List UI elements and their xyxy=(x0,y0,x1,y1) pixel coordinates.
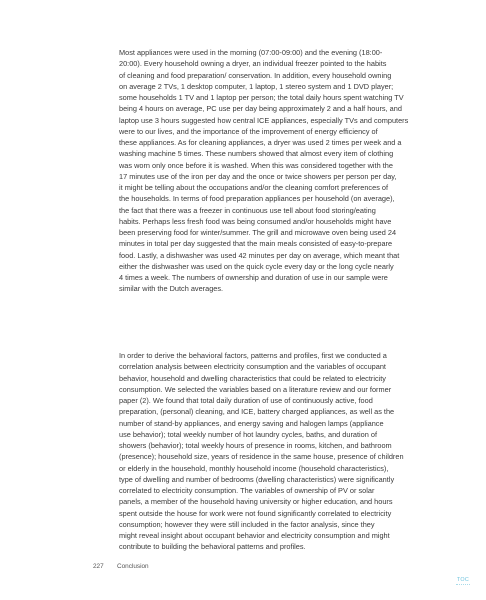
text-line: paper (2). We found that total daily duration of use of continuously active, food xyxy=(119,396,373,405)
text-line: (presence); household size, years of residence in the same house, presence of children xyxy=(119,452,404,462)
text-line: were to our lives, and the importance of the improvement of energy efficiency of xyxy=(119,126,378,136)
text-line: behavior, household and dwelling characteristics that could be related to electricity xyxy=(119,373,386,383)
text-line: showers (behavior); total weekly hours of presence in rooms, kitchen, and bathroom xyxy=(119,441,392,450)
text-line: correlated to electricity consumption. The variables of ownership of PV or solar xyxy=(119,486,375,495)
text-line: correlation analysis between electricity consumption and the variables of occupant xyxy=(119,362,386,372)
text-line: these appliances. As for cleaning appliances, a dryer was used 2 times per week and a xyxy=(119,138,402,147)
text-line: some households 1 TV and 1 laptop per person; the total daily hours spent watching TV xyxy=(119,93,404,102)
page-number: 227 xyxy=(93,563,104,570)
text-line: consumption. We selected the variables based on a literature review and our former xyxy=(119,384,392,394)
text-line: spent outside the house for work were not found significantly correlated to electricity xyxy=(119,508,392,518)
text-line: being 4 hours on average, PC use per day being approximately 2 and a half hours, and xyxy=(119,104,402,114)
text-line: it might be telling about the occupations and/or the cleaning comfort preferences of xyxy=(119,183,389,192)
text-line: similar with the Dutch averages. xyxy=(119,284,224,294)
toc-label: TOC xyxy=(456,577,470,583)
text-line: number of stand-by appliances, and energy saving and halogen lamps (appliance xyxy=(119,418,384,428)
text-line: washing machine 5 times. These numbers showed that almost every item of clothing xyxy=(119,149,394,159)
text-line: Most appliances were used in the morning (07:00-09:00) and the evening (18:00- xyxy=(119,48,383,57)
text-line: was worn only once before it is washed. When this was considered together with the xyxy=(119,160,393,170)
text-line: panels, a member of the household having university or higher education, and hours xyxy=(119,497,393,507)
text-line: minutes in total per day suggested that the main meals consisted of easy-to-prepare xyxy=(119,239,393,249)
text-line: habits. Perhaps less fresh food was being consumed and/or households might have xyxy=(119,216,392,226)
text-line: preparation, (personal) cleaning, and ICE, battery charged appliances, as well as the xyxy=(119,407,395,417)
text-line: the fact that there was a freezer in continuous use tell about food storing/eating xyxy=(119,205,376,215)
text-line: 17 minutes use of the iron per day and the once or twice showers per person per day, xyxy=(119,171,397,181)
toc-button[interactable] xyxy=(452,576,474,590)
text-line: food. Lastly, a dishwasher was used 42 minutes per day on average, which meant that xyxy=(119,250,400,260)
text-line: been preserving food for winter/summer. The grill and microwave oven being used 24 xyxy=(119,228,397,237)
text-line: the households. In terms of food preparation appliances per household (on average), xyxy=(119,194,395,204)
paragraph-appliance-usage xyxy=(119,47,428,295)
text-line: In order to derive the behavioral factors, patterns and profiles, first we conducted a xyxy=(119,351,387,360)
toc-underline-icon xyxy=(456,584,470,587)
text-line: contribute to building the behavioral patterns and profiles. xyxy=(119,542,306,552)
text-line: laptop use 3 hours suggested how central ICE appliances, especially TVs and computers xyxy=(119,115,409,125)
text-line: 4 times a week. The numbers of ownership and duration of use in our sample were xyxy=(119,273,388,282)
text-line: 20:00). Every household owning a dryer, an individual freezer pointed to the habits xyxy=(119,59,387,69)
text-line: consumption; however they were still included in the factor analysis, since they xyxy=(119,519,375,529)
text-line: or elderly in the household, monthly household income (household characteristics), xyxy=(119,463,389,473)
text-line: of cleaning and food preparation/ conservation. In addition, every household owning xyxy=(119,70,392,80)
text-line: type of dwelling and number of bedrooms (dwelling characteristics) were significantly xyxy=(119,474,395,484)
footer-section-title: Conclusion xyxy=(117,563,149,570)
text-line: either the dishwasher was used on the quick cycle every day or the long cycle nearly xyxy=(119,261,394,271)
text-line: might reveal insight about occupant behavior and electricity consumption and might xyxy=(119,531,390,540)
text-line: use behavior); total weekly number of hot laundry cycles, baths, and duration of xyxy=(119,429,377,439)
text-line: on average 2 TVs, 1 desktop computer, 1 laptop, 1 stereo system and 1 DVD player; xyxy=(119,81,394,91)
paragraph-correlation-analysis xyxy=(119,350,428,553)
